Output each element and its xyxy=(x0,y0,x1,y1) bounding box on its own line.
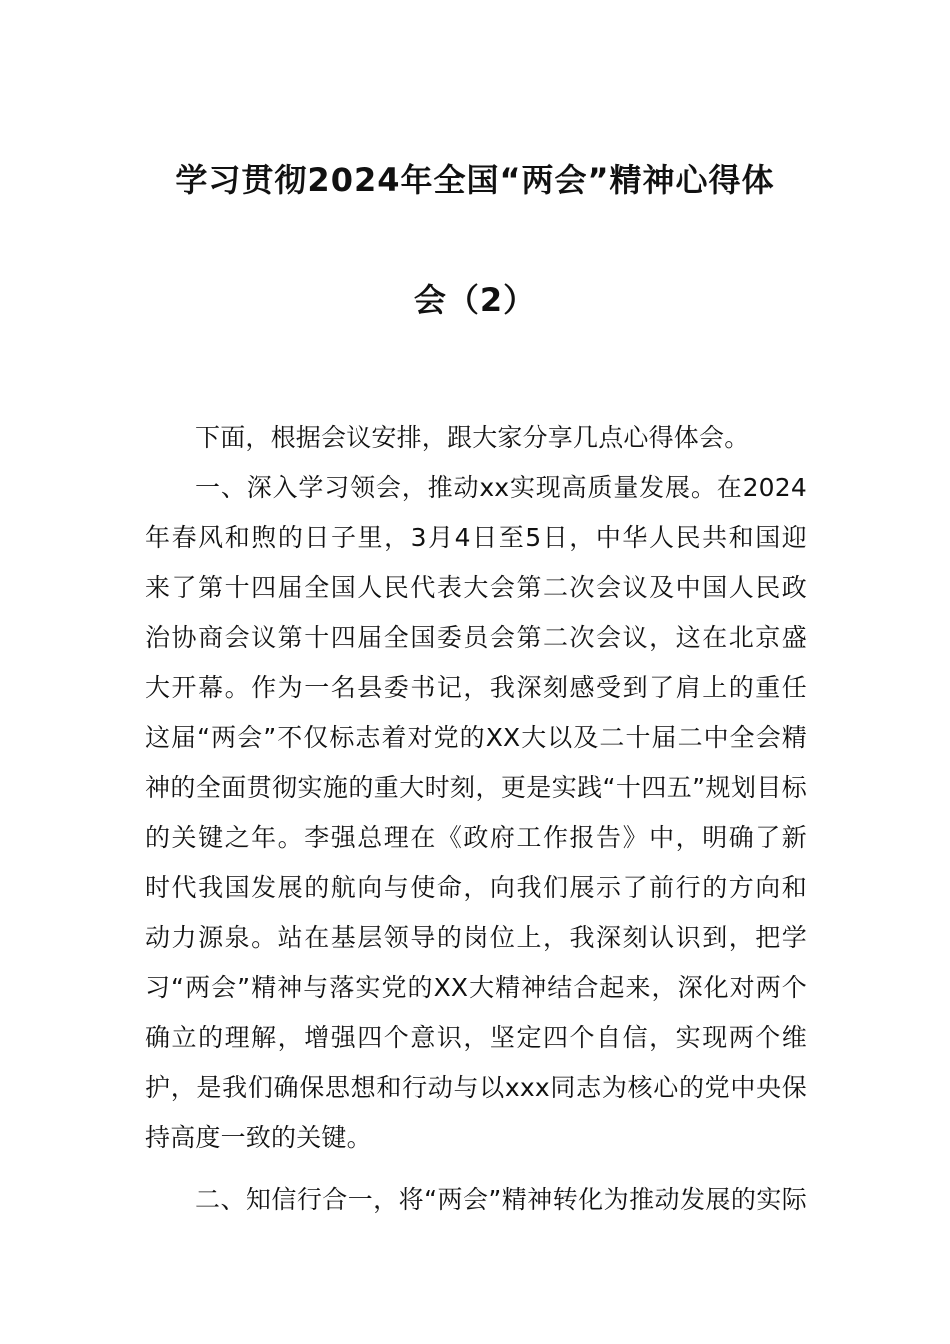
body-line: 护，是我们确保思想和行动与以xxx同志为核心的党中央保 xyxy=(145,1073,807,1102)
body-line: 习“两会”精神与落实党的XX大精神结合起来，深化对两个 xyxy=(145,973,807,1002)
document-title-line-2: 会（2） xyxy=(413,281,537,319)
document-title-line-1: 学习贯彻2024年全国“两会”精神心得体 xyxy=(175,161,775,199)
body-line: 这届“两会”不仅标志着对党的XX大以及二十届二中全会精 xyxy=(145,723,807,752)
body-line: 确立的理解，增强四个意识，坚定四个自信，实现两个维 xyxy=(145,1023,807,1052)
body-line: 神的全面贯彻实施的重大时刻，更是实践“十四五”规划目标 xyxy=(145,773,807,802)
body-line: 动力源泉。站在基层领导的岗位上，我深刻认识到，把学 xyxy=(145,923,807,952)
body-line: 的关键之年。李强总理在《政府工作报告》中，明确了新 xyxy=(145,823,807,852)
body-line: 年春风和煦的日子里，3月4日至5日，中华人民共和国迎 xyxy=(145,523,807,552)
body-line: 大开幕。作为一名县委书记，我深刻感受到了肩上的重任 xyxy=(145,673,807,702)
body-line: 时代我国发展的航向与使命，向我们展示了前行的方向和 xyxy=(145,873,807,902)
body-line: 持高度一致的关键。 xyxy=(145,1123,372,1152)
body-line: 下面，根据会议安排，跟大家分享几点心得体会。 xyxy=(195,423,750,452)
body-line: 一、深入学习领会，推动xx实现高质量发展。在2024 xyxy=(195,473,807,502)
body-line: 治协商会议第十四届全国委员会第二次会议，这在北京盛 xyxy=(145,623,807,652)
body-line: 二、知信行合一，将“两会”精神转化为推动发展的实际 xyxy=(195,1185,807,1214)
body-line: 来了第十四届全国人民代表大会第二次会议及中国人民政 xyxy=(145,573,807,602)
